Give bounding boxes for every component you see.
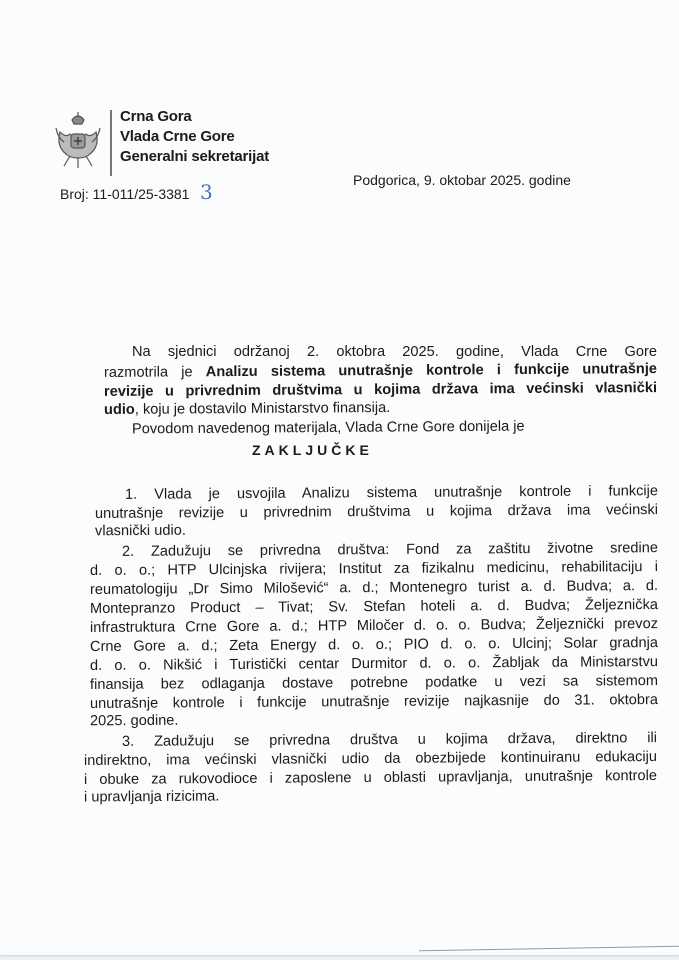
conclusion-line: finansija bez odlaganja dostave potrebne podatke u vezi sa sistemom xyxy=(89,673,659,693)
page-edge-line xyxy=(419,946,679,952)
conclusion-line: Montepranzo Product – Tivat; Sv. Stefan hoteli a. d. Budva; Željeznička xyxy=(89,597,659,617)
intro-line: revizije u privrednim društvima u kojima država ima većinski vlasnički xyxy=(103,380,658,400)
conclusion-line: 2025. godine. xyxy=(89,712,179,730)
conclusion-line: i obuke za rukovodioce i zaposlene u oblasti upravljanja, unutrašnje kontrole xyxy=(83,768,658,788)
intro-line: Na sjednici održanoj 2. oktobra 2025. godine, Vlada Crne Gore xyxy=(132,344,657,360)
conclusion-line: 3. Zadužuju se privredna društva u kojima država, direktno ili xyxy=(121,730,658,750)
conclusion-line: 1. Vlada je usvojila Analizu sistema unutrašnje kontrole i funkcije xyxy=(124,483,659,503)
intro-line: Povodom navedenog materijala, Vlada Crne Gore donijela je xyxy=(131,418,525,438)
intro-line: razmotrila je Analizu sistema unutrašnje kontrole i funkcije unutrašnje xyxy=(103,361,658,381)
conclusion-line: unutrašnje revizije u privrednim društvima u kojima država ima većinski xyxy=(94,502,659,522)
section-title: ZAKLJUČKE xyxy=(252,442,373,458)
conclusion-line: 2. Zadužuju se privredna društva: Fond za zaštitu životne sredine xyxy=(121,540,659,560)
header-divider xyxy=(110,110,112,176)
place-date: Podgorica, 9. oktobar 2025. godine xyxy=(353,172,571,188)
header-government: Vlada Crne Gore xyxy=(120,128,235,145)
header-secretariat: Generalni sekretarijat xyxy=(120,148,270,165)
montenegro-coat-of-arms-icon xyxy=(52,110,104,170)
conclusion-line: reumatologiju „Dr Simo Milošević“ a. d.; Montenegro turist a. d. Budva; a. d. xyxy=(89,578,659,598)
handwritten-mark: 3 xyxy=(200,180,213,204)
reference-number: Broj: 11-011/25-3381 xyxy=(60,186,190,202)
conclusion-line: vlasnički udio. xyxy=(94,522,186,540)
conclusion-line: indirektno, ima većinski vlasnički udio da obezbijede kontinuiranu edukaciju xyxy=(83,749,658,769)
conclusion-line: Crne Gore a. d.; Zeta Energy d. o. o.; PIO d. o. o. Ulcinj; Solar gradnja xyxy=(89,635,659,655)
intro-line: udio, koju je dostavilo Ministarstvo finansija. xyxy=(103,400,391,418)
conclusion-line: i upravljanja rizicima. xyxy=(83,788,220,806)
conclusion-line: d. o. o.; HTP Ulcinjska rivijera; Institut za fizikalnu medicinu, rehabilitaciju i xyxy=(89,559,659,579)
header-country: Crna Gora xyxy=(120,108,192,125)
conclusion-line: unutrašnje kontrole i funkcije unutrašnje revizije najkasnije do 31. oktobra xyxy=(89,692,659,712)
conclusion-line: d. o. o. Nikšić i Turistički centar Durmitor d. o. o. Žabljak da Ministarstvu xyxy=(89,654,659,674)
conclusion-line: infrastruktura Crne Gore a. d.; HTP Miločer d. o. o. Budva; Željeznički prevoz xyxy=(89,616,659,636)
